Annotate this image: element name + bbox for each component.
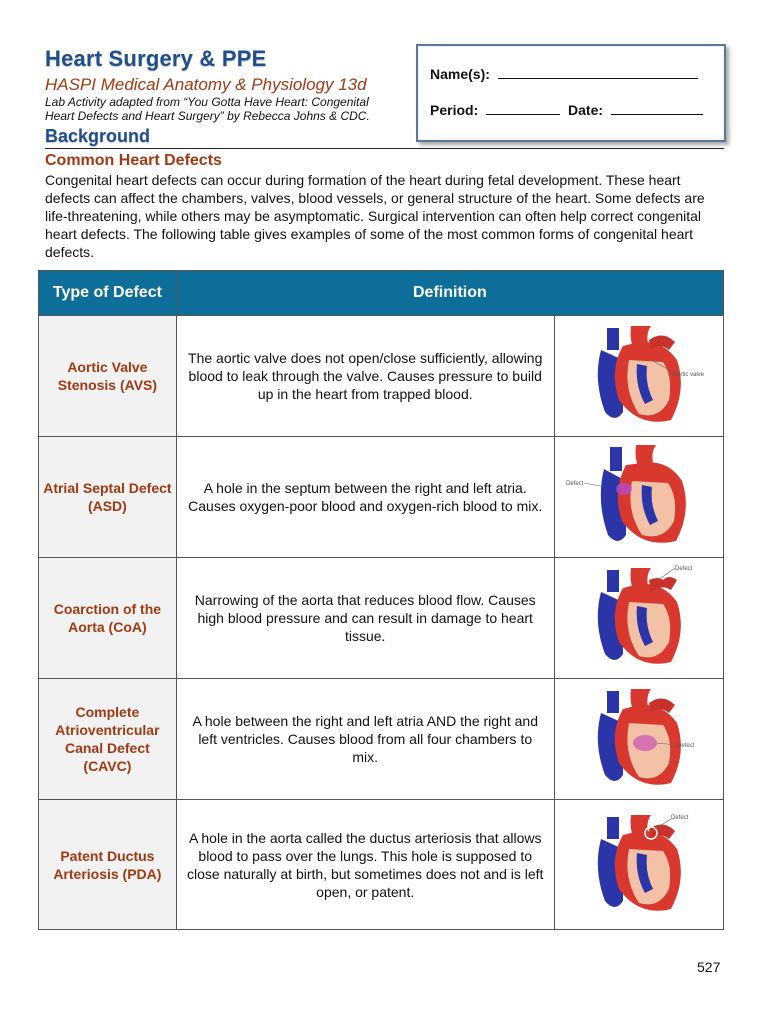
heart-atrial-septal-defect-icon [564, 441, 714, 553]
page-subtitle: HASPI Medical Anatomy & Physiology 13d [45, 75, 367, 94]
heading-divider [45, 148, 724, 149]
background-heading: Background [45, 126, 151, 146]
defect-type: Aortic Valve Stenosis (AVS) [39, 316, 177, 437]
defect-type: Patent Ductus Arteriosis (PDA) [39, 800, 177, 930]
defect-definition: Narrowing of the aorta that reduces blood flow. Causes high blood pressure and can result in damage to heart tissue. [176, 558, 554, 679]
heart-cavc-icon [579, 683, 699, 795]
table-row [39, 316, 724, 437]
heart-patent-ductus-icon [579, 809, 699, 921]
heart-aortic-valve-stenosis-icon [579, 320, 704, 432]
credit-line-2: Heart Defects and Heart Surgery” by Rebecca Johns & CDC. [45, 109, 370, 123]
defect-definition: A hole in the aorta called the ductus arteriosis that allows blood to pass over the lungs. This hole is supposed to close naturally at birth, but sometimes does not and is left open, or patent. [176, 800, 554, 930]
name-field[interactable] [498, 66, 698, 79]
intro-paragraph: Congenital heart defects can occur during formation of the heart during fetal development. These heart defects can affect the chambers, valves, blood vessels, or general structure of the heart. Some defects are life-threatening, while others may be asymptomatic. Surgical intervention can often help correct congenital heart defects. The following table gives examples of some of the most common forms of congenital heart defects. [45, 172, 705, 260]
table-row [39, 679, 724, 800]
diagram-label: Aortic valve [672, 372, 704, 378]
header-definition: Definition [176, 271, 723, 316]
heart-diagram-cell [554, 800, 723, 930]
credit-text [45, 95, 405, 123]
table-row [39, 558, 724, 679]
page-number: 527 [697, 959, 721, 975]
heart-diagram-cell [554, 679, 723, 800]
heart-diagram-cell [554, 437, 723, 558]
page-title: Heart Surgery & PPE [45, 46, 267, 71]
name-row [430, 66, 698, 82]
header-type-of-defect: Type of Defect [39, 271, 177, 316]
credit-line-1: Lab Activity adapted from “You Gotta Have Heart: Congenital [45, 95, 369, 109]
defect-definition: A hole in the septum between the right and left atria. Causes oxygen-poor blood and oxygen-rich blood to mix. [176, 437, 554, 558]
diagram-label: Defect [670, 814, 689, 821]
table-header-row [39, 271, 724, 316]
diagram-label: Defect [565, 481, 584, 487]
common-defects-heading: Common Heart Defects [45, 152, 222, 169]
heart-diagram-cell [554, 316, 723, 437]
period-field[interactable] [486, 102, 560, 115]
date-label: Date: [568, 102, 604, 118]
heart-defects-table [38, 270, 724, 930]
student-info-box [416, 44, 726, 142]
table-row [39, 437, 724, 558]
period-label: Period: [430, 102, 479, 118]
defect-definition: A hole between the right and left atria AND the right and left ventricles. Causes blood from all four chambers to mix. [176, 679, 554, 800]
period-date-row [430, 102, 703, 118]
heart-coarctation-icon [579, 562, 699, 674]
diagram-label: Defect [674, 566, 693, 572]
defect-type: Coarction of the Aorta (CoA) [39, 558, 177, 679]
defect-definition: The aortic valve does not open/close sufficiently, allowing blood to leak through the valve. Causes pressure to build up in the heart from trapped blood. [176, 316, 554, 437]
date-field[interactable] [611, 102, 703, 115]
table-row [39, 800, 724, 930]
diagram-label: Defect [676, 743, 695, 749]
defect-type: Atrial Septal Defect (ASD) [39, 437, 177, 558]
defect-type: Complete Atrioventricular Canal Defect (CAVC) [39, 679, 177, 800]
heart-diagram-cell [554, 558, 723, 679]
name-label: Name(s): [430, 66, 490, 82]
